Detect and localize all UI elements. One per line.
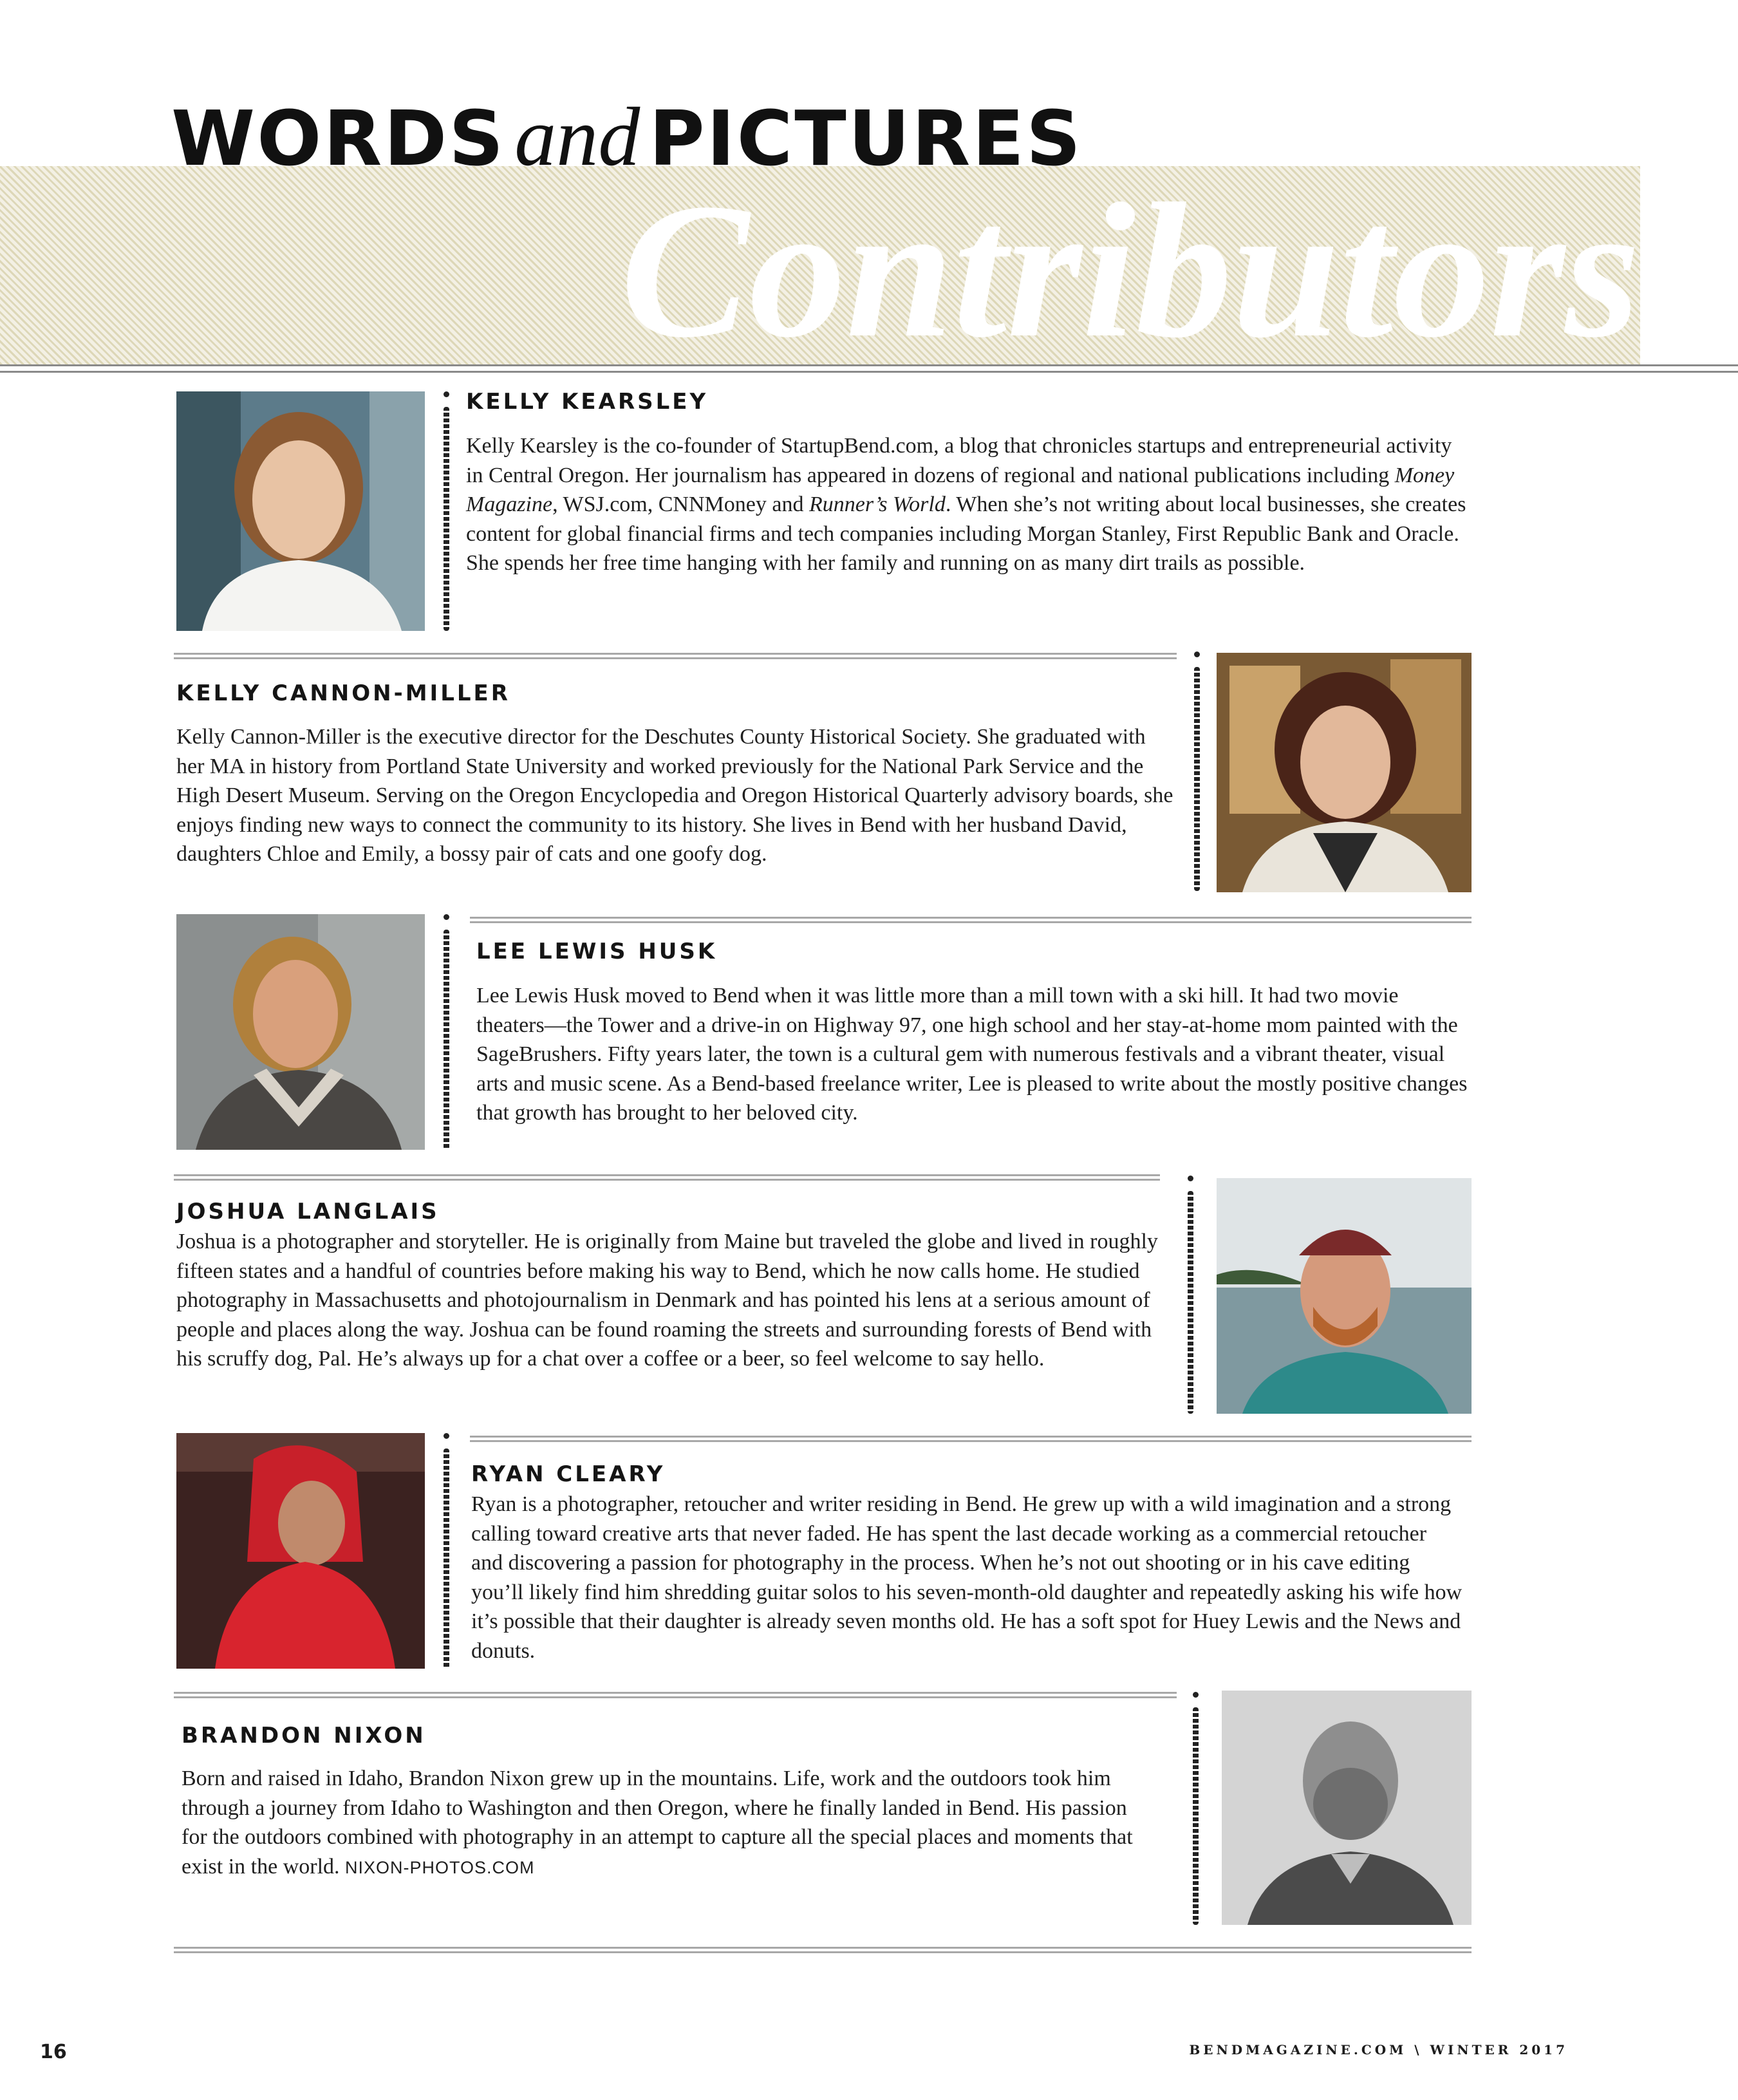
contributor-name: KELLY CANNON-MILLER xyxy=(176,680,510,706)
dotted-separator xyxy=(443,391,449,631)
title-and: and xyxy=(514,91,640,183)
section-rule xyxy=(174,1692,1177,1698)
contributor-photo-brandon-nixon xyxy=(1222,1691,1472,1925)
bio-text: , WSJ.com, CNNMoney and xyxy=(552,492,809,517)
contributor-photo-lee-lewis-husk xyxy=(176,914,425,1150)
footer-publication: BENDMAGAZINE.COM \ WINTER 2017 xyxy=(1189,2042,1568,2058)
bio-italic-title: Money Magazine xyxy=(466,463,1455,517)
banner-rule-top xyxy=(0,364,1738,366)
bio-text: Joshua is a photographer and storyteller. He is originally from Maine but traveled the globe and lived in roughly fifteen states and a handful of countries before making his way to Bend, which he now calls home. He studied photography in Massachusetts and photojournalism in Denmark and has pointed his lens at a serious amount of people and places along the way. Joshua can be found roaming the streets and surrounding forests of Bend with his scruffy dog, Pal. He’s always up for a chat over a coffee or a beer, so feel welcome to say hello. xyxy=(176,1230,1158,1371)
page-title xyxy=(171,91,1083,183)
contributor-bio xyxy=(182,1764,1147,1882)
section-rule xyxy=(174,653,1177,659)
contributor-photo-ryan-cleary xyxy=(176,1433,425,1669)
title-pictures: PICTURES xyxy=(649,94,1083,183)
section-rule-final xyxy=(174,1947,1472,1953)
bio-text: Ryan is a photographer, retoucher and writer residing in Bend. He grew up with a wild imagination and a strong calling toward creative arts that never faded. He has spent the last decade working as a commercial retoucher and discovering a passion for photography in the process. When he’s not out shooting or in his cave editing you’ll likely find him shredding guitar solos to his seven-month-old daughter and repeatedly asking his wife how it’s possible that their daughter is already seven months old. He has a soft spot for Huey Lewis and the News and donuts. xyxy=(471,1492,1462,1663)
contributor-bio xyxy=(466,431,1468,578)
bio-text: Lee Lewis Husk moved to Bend when it was little more than a mill town with a ski hill. It had two movie theaters—the Tower and a drive-in on Highway 97, one high school and her stay-at-home mom painted with the SageBrushers. Fifty years later, the town is a cultural gem with numerous festivals and a vibrant theater, visual arts and music scene. As a Bend-based freelance writer, Lee is pleased to write about the mostly positive changes that growth has brought to her beloved city. xyxy=(476,984,1468,1125)
section-rule xyxy=(470,917,1472,923)
contributor-photo-kelly-kearsley xyxy=(176,391,425,631)
dotted-separator xyxy=(1193,652,1200,891)
bio-text: . When she’s not writing about local businesses, she creates content for global financial firms and tech companies including Morgan Stanley, First Republic Bank and Oracle. She spends her free time hanging with her family and running on as many dirt trails as possible. xyxy=(466,492,1466,576)
contributor-photo-joshua-langlais xyxy=(1217,1178,1472,1414)
contributor-bio xyxy=(176,1227,1161,1374)
contributor-name: BRANDON NIXON xyxy=(182,1723,426,1748)
contributor-bio xyxy=(176,722,1178,869)
bio-text: Kelly Kearsley is the co-founder of StartupBend.com, a blog that chronicles startups and entrepreneurial activity in Central Oregon. Her journalism has appeared in dozens of regional and national publications including xyxy=(466,434,1452,487)
banner-rule-bottom xyxy=(0,371,1738,373)
dotted-separator xyxy=(443,1433,449,1669)
contributor-name: RYAN CLEARY xyxy=(471,1461,666,1487)
dotted-separator xyxy=(443,914,449,1150)
contributor-name: JOSHUA LANGLAIS xyxy=(176,1199,440,1224)
dotted-separator xyxy=(1187,1176,1193,1414)
dotted-separator xyxy=(1192,1692,1199,1925)
section-rule xyxy=(174,1174,1160,1181)
bio-website: NIXON-PHOTOS.COM xyxy=(345,1857,535,1877)
page-number: 16 xyxy=(40,2041,67,2063)
contributor-bio xyxy=(471,1490,1462,1666)
bio-italic-title: Runner’s World xyxy=(808,492,946,517)
section-rule xyxy=(470,1436,1472,1442)
contributors-script-heading: Contributors xyxy=(620,164,1640,377)
title-words: WORDS xyxy=(171,94,506,183)
bio-text: Born and raised in Idaho, Brandon Nixon grew up in the mountains. Life, work and the outdoors took him through a journey from Idaho to Washington and then Oregon, where he finally landed in Bend. His passion for the outdoors combined with photography in an attempt to capture all the special places and moments that exist in the world. xyxy=(182,1767,1133,1879)
contributor-bio xyxy=(476,981,1468,1128)
contributor-photo-kelly-cannon-miller xyxy=(1217,653,1472,892)
bio-text: Kelly Cannon-Miller is the executive director for the Deschutes County Historical Society. She graduated with her MA in history from Portland State University and worked previously for the National Park Service and the High Desert Museum. Serving on the Oregon Encyclopedia and Oregon Historical Quarterly advisory boards, she enjoys finding new ways to connect the community to its history. She lives in Bend with her husband David, daughters Chloe and Emily, a bossy pair of cats and one goofy dog. xyxy=(176,725,1173,867)
contributor-name: KELLY KEARSLEY xyxy=(466,389,709,415)
contributor-name: LEE LEWIS HUSK xyxy=(476,939,718,964)
